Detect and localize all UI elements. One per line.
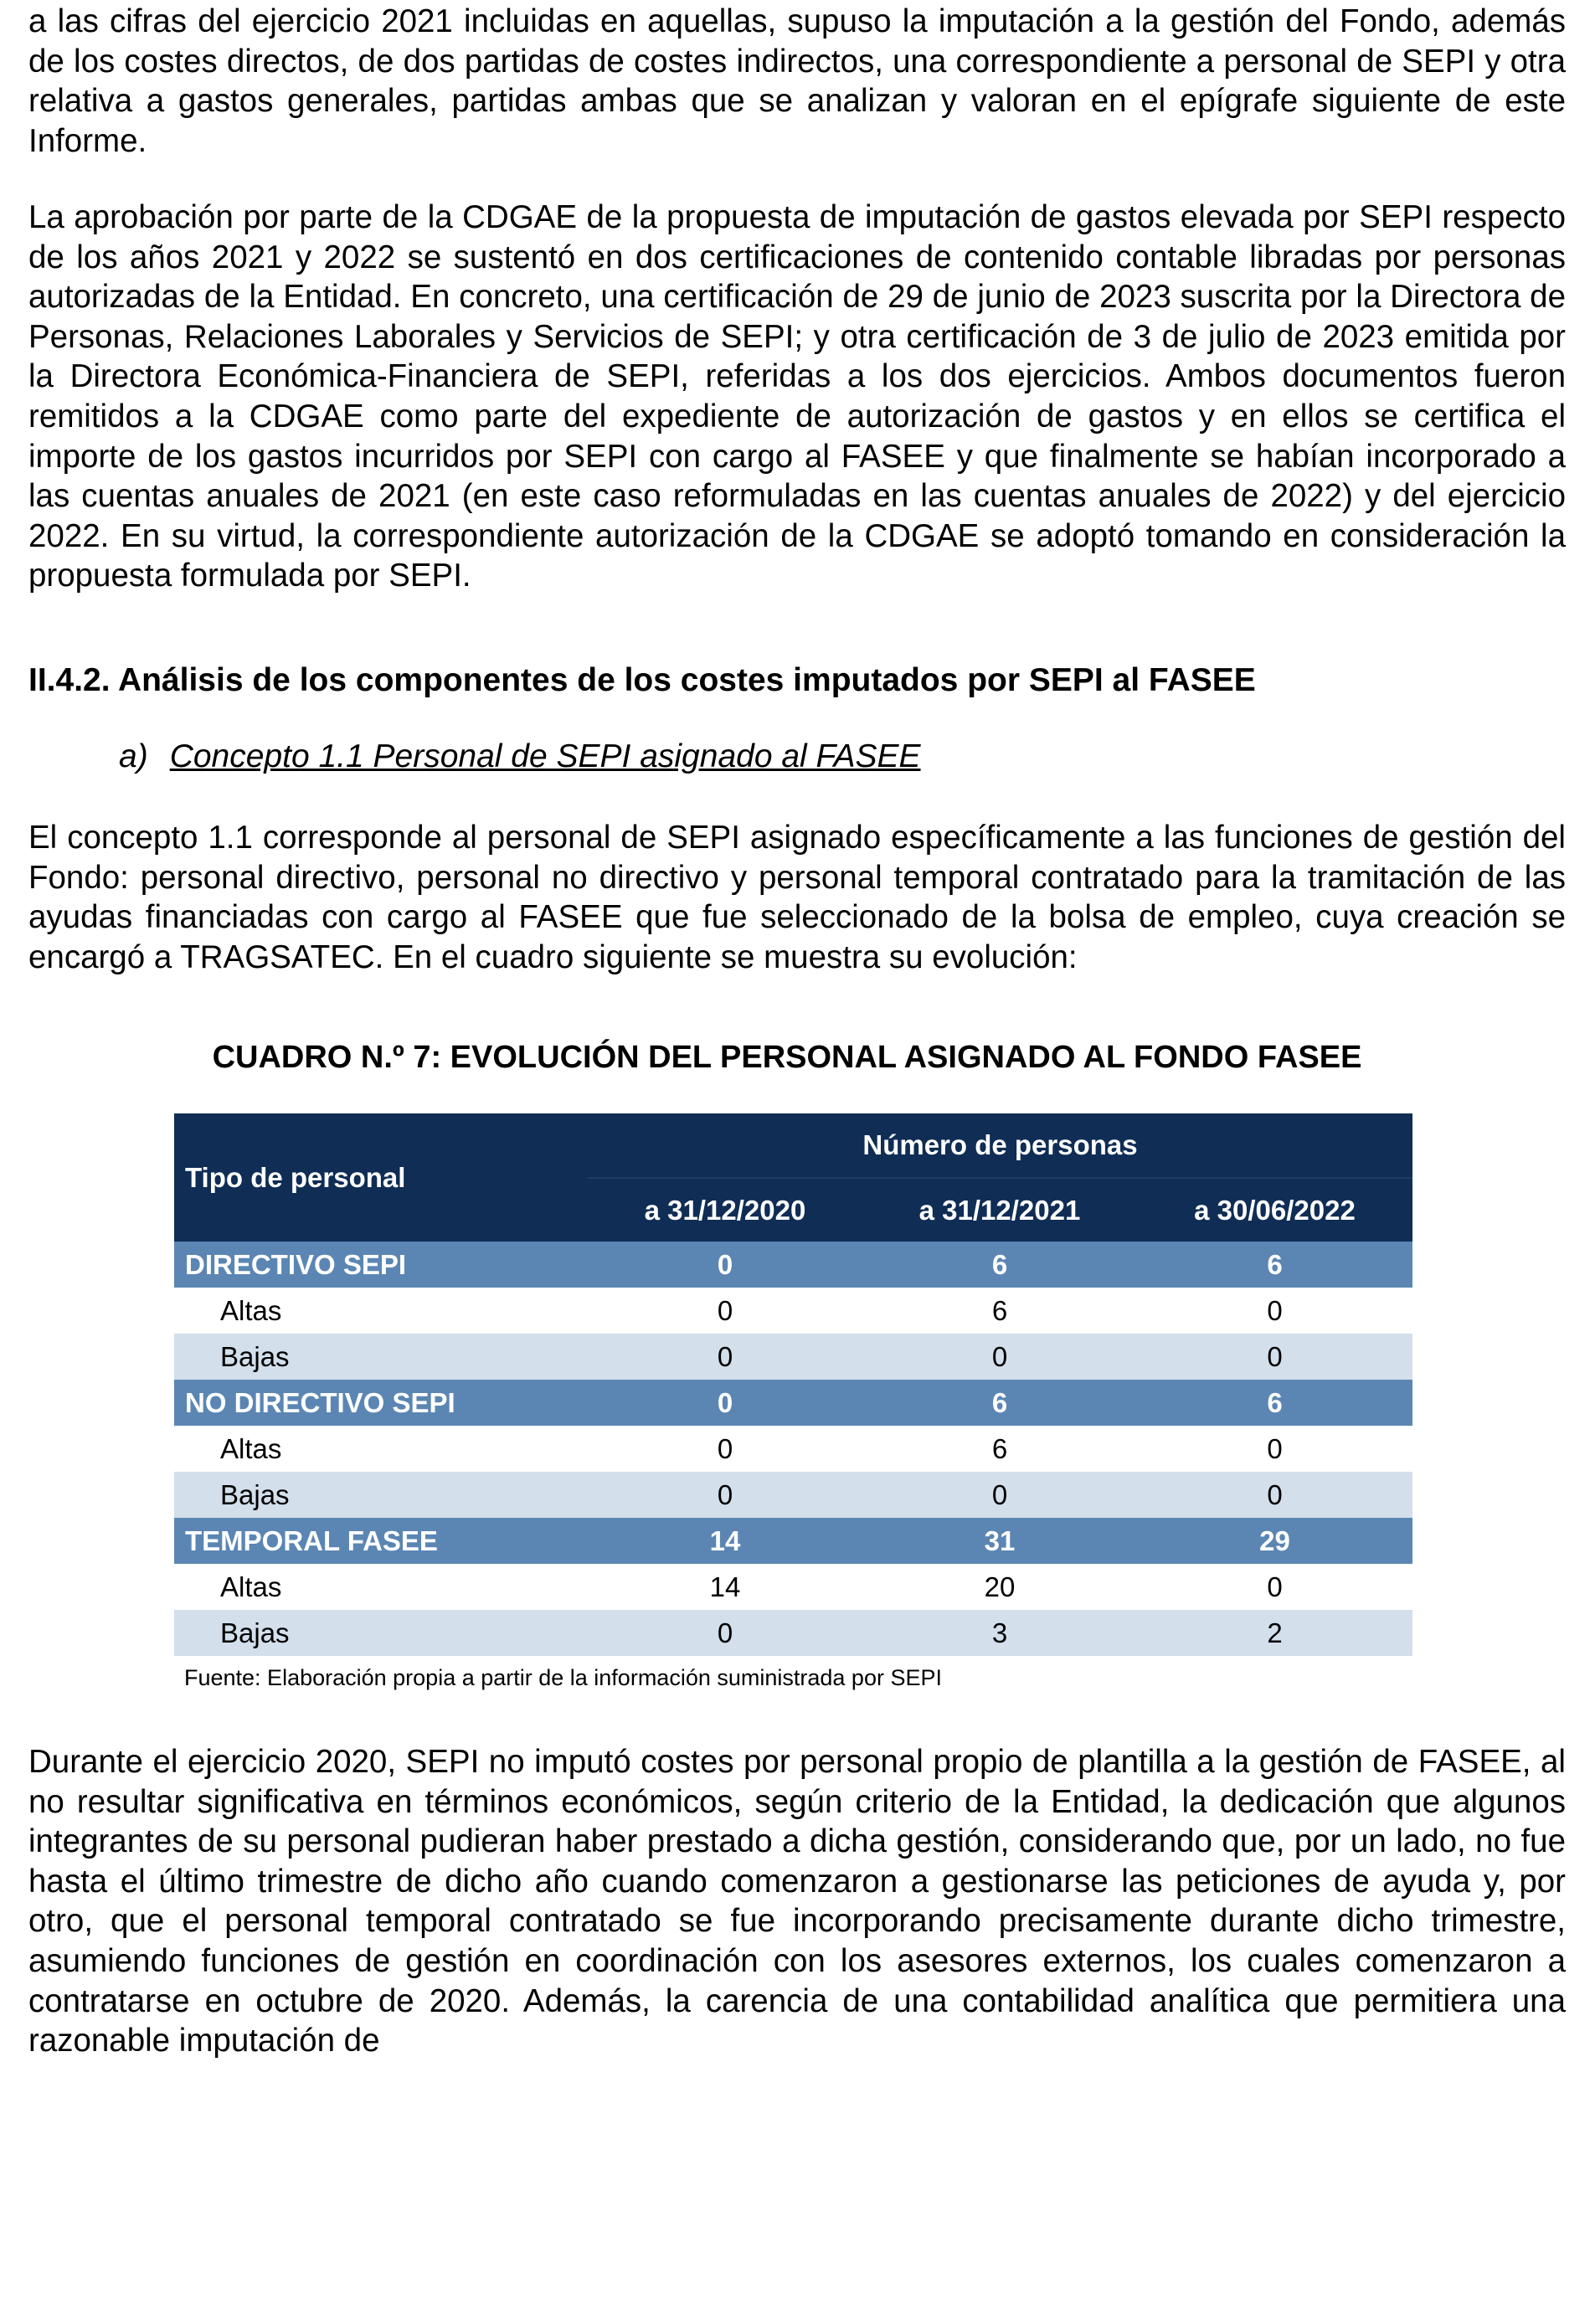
paragraph-concept-description: El concepto 1.1 corresponde al personal de SEPI asignado específicamente a las funciones de gestión del Fondo: personal directivo, personal no directivo y personal temporal contratado para la tramitación de las ayudas financiadas con cargo al FASEE que fue seleccionado de la bolsa de empleo, cuya creación se encargó a TRAGSATEC. En el cuadro siguiente se muestra su evolución: (28, 820, 1566, 975)
row-value-col-3: 6 (1137, 1380, 1412, 1426)
header-date-2020: a 31/12/2020 (588, 1178, 862, 1242)
header-date-2021: a 31/12/2021 (862, 1178, 1137, 1242)
table-header-row (174, 1113, 1412, 1178)
personnel-table-container (174, 1113, 1412, 1691)
section-heading: II.4.2. Análisis de los componentes de los costes imputados por SEPI al FASEE (28, 662, 1256, 698)
row-value-col-3: 0 (1137, 1288, 1412, 1334)
row-value-col-2: 31 (862, 1518, 1137, 1564)
table-source-note: Fuente: Elaboración propia a partir de la información suministrada por SEPI (184, 1665, 942, 1690)
row-value-col-3: 29 (1137, 1518, 1412, 1564)
table-row (174, 1288, 1412, 1334)
subsection-heading (119, 737, 921, 776)
row-value-col-1: 0 (588, 1426, 862, 1472)
row-value-col-2: 6 (862, 1242, 1137, 1288)
header-date-2022: a 30/06/2022 (1137, 1178, 1412, 1242)
row-label: Bajas (174, 1472, 588, 1518)
row-value-col-3: 0 (1137, 1472, 1412, 1518)
table-category-row (174, 1518, 1412, 1564)
row-value-col-1: 0 (588, 1380, 862, 1426)
row-value-col-2: 6 (862, 1288, 1137, 1334)
table-row (174, 1564, 1412, 1610)
table-body (174, 1242, 1412, 1656)
row-value-col-3: 0 (1137, 1334, 1412, 1380)
header-numero-personas: Número de personas (588, 1113, 1412, 1178)
subsection-marker: a) (119, 738, 148, 774)
row-label: TEMPORAL FASEE (174, 1518, 588, 1564)
row-value-col-2: 0 (862, 1334, 1137, 1380)
paragraph-cdgae-approval: La aprobación por parte de la CDGAE de la propuesta de imputación de gastos elevada por SEPI respecto de los años 2021 y 2022 se sustentó en dos certificaciones de contenido contable libradas por personas autorizadas de la Entidad. En concreto, una certificación de 29 de junio de 2023 suscrita por la Directora de Personas, Relaciones Laborales y Servicios de SEPI; y otra certificación de 3 de julio de 2023 emitida por la Directora Económica-Financiera de SEPI, referidas a los dos ejercicios. Ambos documentos fueron remitidos a la CDGAE como parte del expediente de autorización de gastos y en ellos se certifica el importe de los gastos incurridos por SEPI con cargo al FASEE y que finalmente se habían incorporado a las cuentas anuales de 2021 (en este caso reformuladas en las cuentas anuales de 2022) y del ejercicio 2022. En su virtud, la correspondiente autorización de la CDGAE se adoptó tomando en consideración la propuesta formulada por SEPI. (28, 199, 1566, 594)
row-value-col-2: 3 (862, 1610, 1137, 1656)
row-value-col-3: 0 (1137, 1426, 1412, 1472)
row-label: Bajas (174, 1610, 588, 1656)
row-value-col-3: 0 (1137, 1564, 1412, 1610)
row-value-col-2: 6 (862, 1426, 1137, 1472)
table-category-row (174, 1380, 1412, 1426)
table-row (174, 1334, 1412, 1380)
table-row (174, 1472, 1412, 1518)
row-label: Altas (174, 1288, 588, 1334)
row-value-col-1: 0 (588, 1610, 862, 1656)
row-value-col-3: 6 (1137, 1242, 1412, 1288)
personnel-table (174, 1113, 1412, 1656)
row-label: DIRECTIVO SEPI (174, 1242, 588, 1288)
row-label: Altas (174, 1426, 588, 1472)
row-value-col-1: 0 (588, 1242, 862, 1288)
table-row (174, 1610, 1412, 1656)
table-title: CUADRO N.º 7: EVOLUCIÓN DEL PERSONAL ASIGNADO AL FONDO FASEE (212, 1040, 1362, 1075)
paragraph-2020-explanation: Durante el ejercicio 2020, SEPI no imputó costes por personal propio de plantilla a la gestión de FASEE, al no resultar significativa en términos económicos, según criterio de la Entidad, la dedicación que algunos integrantes de su personal pudieran haber prestado a dicha gestión, considerando que, por un lado, no fue hasta el último trimestre de dicho año cuando comenzaron a gestionarse las peticiones de ayuda y, por otro, que el personal temporal contratado se fue incorporando precisamente durante dicho trimestre, asumiendo funciones de gestión en coordinación con los asesores externos, los cuales comenzaron a contratarse en octubre de 2020. Además, la carencia de una contabilidad analítica que permitiera una razonable imputación de (28, 1744, 1566, 2059)
row-value-col-1: 0 (588, 1472, 862, 1518)
row-label: NO DIRECTIVO SEPI (174, 1380, 588, 1426)
row-value-col-2: 0 (862, 1472, 1137, 1518)
row-value-col-1: 0 (588, 1334, 862, 1380)
table-row (174, 1426, 1412, 1472)
row-value-col-1: 14 (588, 1564, 862, 1610)
table-category-row (174, 1242, 1412, 1288)
subsection-title: Concepto 1.1 Personal de SEPI asignado al FASEE (169, 738, 921, 774)
row-value-col-1: 0 (588, 1288, 862, 1334)
row-value-col-2: 6 (862, 1380, 1137, 1426)
paragraph-intro-continuation: a las cifras del ejercicio 2021 incluidas en aquellas, supuso la imputación a la gestión del Fondo, además de los costes directos, de dos partidas de costes indirectos, una correspondiente a personal de SEPI y otra relativa a gastos generales, partidas ambas que se analizan y valoran en el epígrafe siguiente de este Informe. (28, 3, 1566, 159)
header-tipo-personal: Tipo de personal (174, 1113, 588, 1242)
row-label: Bajas (174, 1334, 588, 1380)
row-value-col-1: 14 (588, 1518, 862, 1564)
row-value-col-2: 20 (862, 1564, 1137, 1610)
row-value-col-3: 2 (1137, 1610, 1412, 1656)
row-label: Altas (174, 1564, 588, 1610)
